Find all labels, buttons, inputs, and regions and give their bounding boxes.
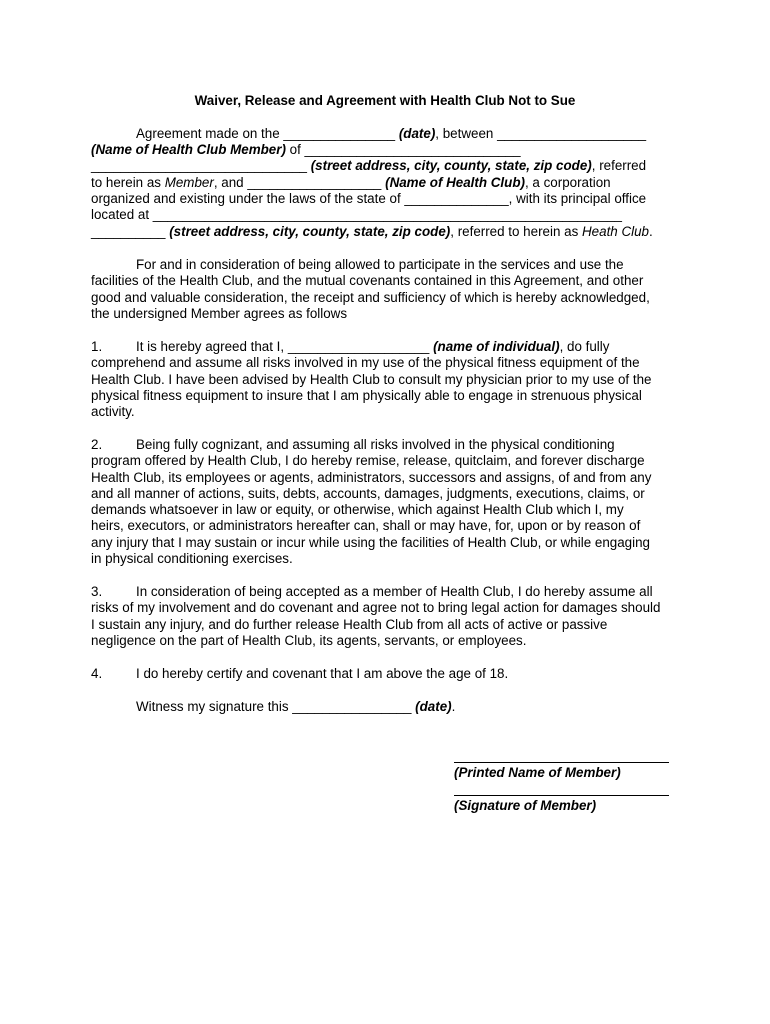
intro-club-address-field: (street address, city, county, state, zip code) — [169, 224, 451, 239]
p4-l1: I do hereby certify and covenant that I am above the age of 18. — [136, 666, 509, 681]
p1-line-1 — [91, 339, 691, 355]
p1-line-3: Health Club. I have been advised by Health Club to consult my physician prior to my use of the — [91, 372, 652, 387]
p1-l1a: It is hereby agreed that I, ___________________ — [136, 339, 434, 354]
intro-l7e: . — [649, 224, 653, 239]
signature-line[interactable] — [454, 795, 669, 796]
p2-line-4: and all manner of actions, suits, debts, accounts, damages, judgments, executions, claims, or — [91, 486, 645, 501]
p3-l1: In consideration of being accepted as a member of Health Club, I do hereby assume all — [136, 584, 653, 599]
intro-club-term: Heath Club — [582, 224, 649, 239]
intro-l4a: to herein as — [91, 175, 165, 190]
signature-label: (Signature of Member) — [454, 798, 597, 813]
intro-line-1 — [91, 126, 691, 142]
intro-line-7 — [91, 224, 691, 240]
intro-line-5: organized and existing under the laws of the state of ______________, with its principal office — [91, 191, 647, 206]
p3-line-3: I sustain any injury, and do further release Health Club from all acts of active or passive — [91, 617, 608, 632]
intro-line-3 — [91, 158, 691, 174]
intro-l1c: , between ____________________ — [435, 126, 647, 141]
intro-member-address-field: (street address, city, county, state, zip code) — [310, 158, 592, 173]
p4-line-1 — [91, 666, 691, 682]
intro-l4c: , and __________________ — [213, 175, 386, 190]
witness-period: . — [451, 699, 456, 714]
consideration-line-3: good and valuable consideration, the receipt and sufficiency of which is hereby acknowledged, — [91, 290, 650, 305]
p2-line-1 — [91, 437, 691, 453]
witness-date-field: (date) — [415, 699, 452, 714]
p2-line-8: in physical conditioning exercises. — [91, 551, 293, 566]
p1-individual-name-field: (name of individual) — [433, 339, 560, 354]
p1-number: 1. — [91, 339, 103, 354]
p3-line-4: negligence on the part of Health Club, its agents, servants, or employees. — [91, 633, 527, 648]
intro-line-4 — [91, 175, 691, 191]
p2-line-2: program offered by Health Club, I do hereby remise, release, quitclaim, and forever discharge — [91, 453, 645, 468]
intro-line-2 — [91, 142, 691, 158]
consideration-line-1 — [91, 257, 691, 273]
intro-l3a: _____________________________ — [91, 158, 311, 173]
intro-member-term: Member — [164, 175, 214, 190]
consideration-line-4: the undersigned Member agrees as follows — [91, 306, 348, 321]
p3-number: 3. — [91, 584, 103, 599]
intro-member-name-field: (Name of Health Club Member) — [91, 142, 286, 157]
intro-l7c: , referred to herein as — [450, 224, 582, 239]
intro-l7a: __________ — [91, 224, 170, 239]
intro-l1a: Agreement made on the _______________ — [136, 126, 399, 141]
witness-text: Witness my signature this ________________ — [136, 699, 416, 714]
p4-number: 4. — [91, 666, 103, 681]
p3-line-2: risks of my involvement and do covenant and agree not to bring legal action for damages should — [91, 600, 661, 615]
document-title: Waiver, Release and Agreement with Health Club Not to Sue — [194, 93, 576, 108]
intro-date-field: (date) — [398, 126, 436, 141]
p1-l1c: , do fully — [559, 339, 610, 354]
p2-number: 2. — [91, 437, 103, 452]
witness-line — [91, 699, 691, 715]
intro-l2b: of _____________________________ — [285, 142, 521, 157]
intro-line-6: located at _______________________________________________________________ — [91, 207, 622, 222]
p2-line-5: demands whatsoever in law or equity, or otherwise, which against Health Club which I, my — [91, 502, 624, 517]
intro-l3c: , referred — [591, 158, 647, 173]
p1-line-5: activity. — [91, 404, 135, 419]
intro-l4e: , a corporation — [524, 175, 611, 190]
p1-line-4: physical fitness equipment to insure that I am physically able to engage in strenuous physical — [91, 388, 642, 403]
p2-line-6: heirs, executors, or administrators hereafter can, shall or may have, for, upon or by reason of — [91, 518, 641, 533]
consideration-line-2: facilities of the Health Club, and the mutual covenants contained in this Agreement, and other — [91, 273, 644, 288]
consideration-text-1: For and in consideration of being allowed to participate in the services and use the — [136, 257, 624, 272]
p1-line-2: comprehend and assume all risks involved in my use of the physical fitness equipment of the — [91, 355, 640, 370]
printed-name-label: (Printed Name of Member) — [454, 765, 621, 780]
intro-club-name-field: (Name of Health Club) — [385, 175, 525, 190]
p2-line-7: any injury that I may sustain or incur while using the facilities of Health Club, or while engaging — [91, 535, 650, 550]
printed-name-line[interactable] — [454, 762, 669, 763]
p2-line-3: Health Club, its employees or agents, administrators, successors and assigns, of and from any — [91, 470, 652, 485]
p2-l1: Being fully cognizant, and assuming all risks involved in the physical conditioning — [136, 437, 615, 452]
p3-line-1 — [91, 584, 691, 600]
